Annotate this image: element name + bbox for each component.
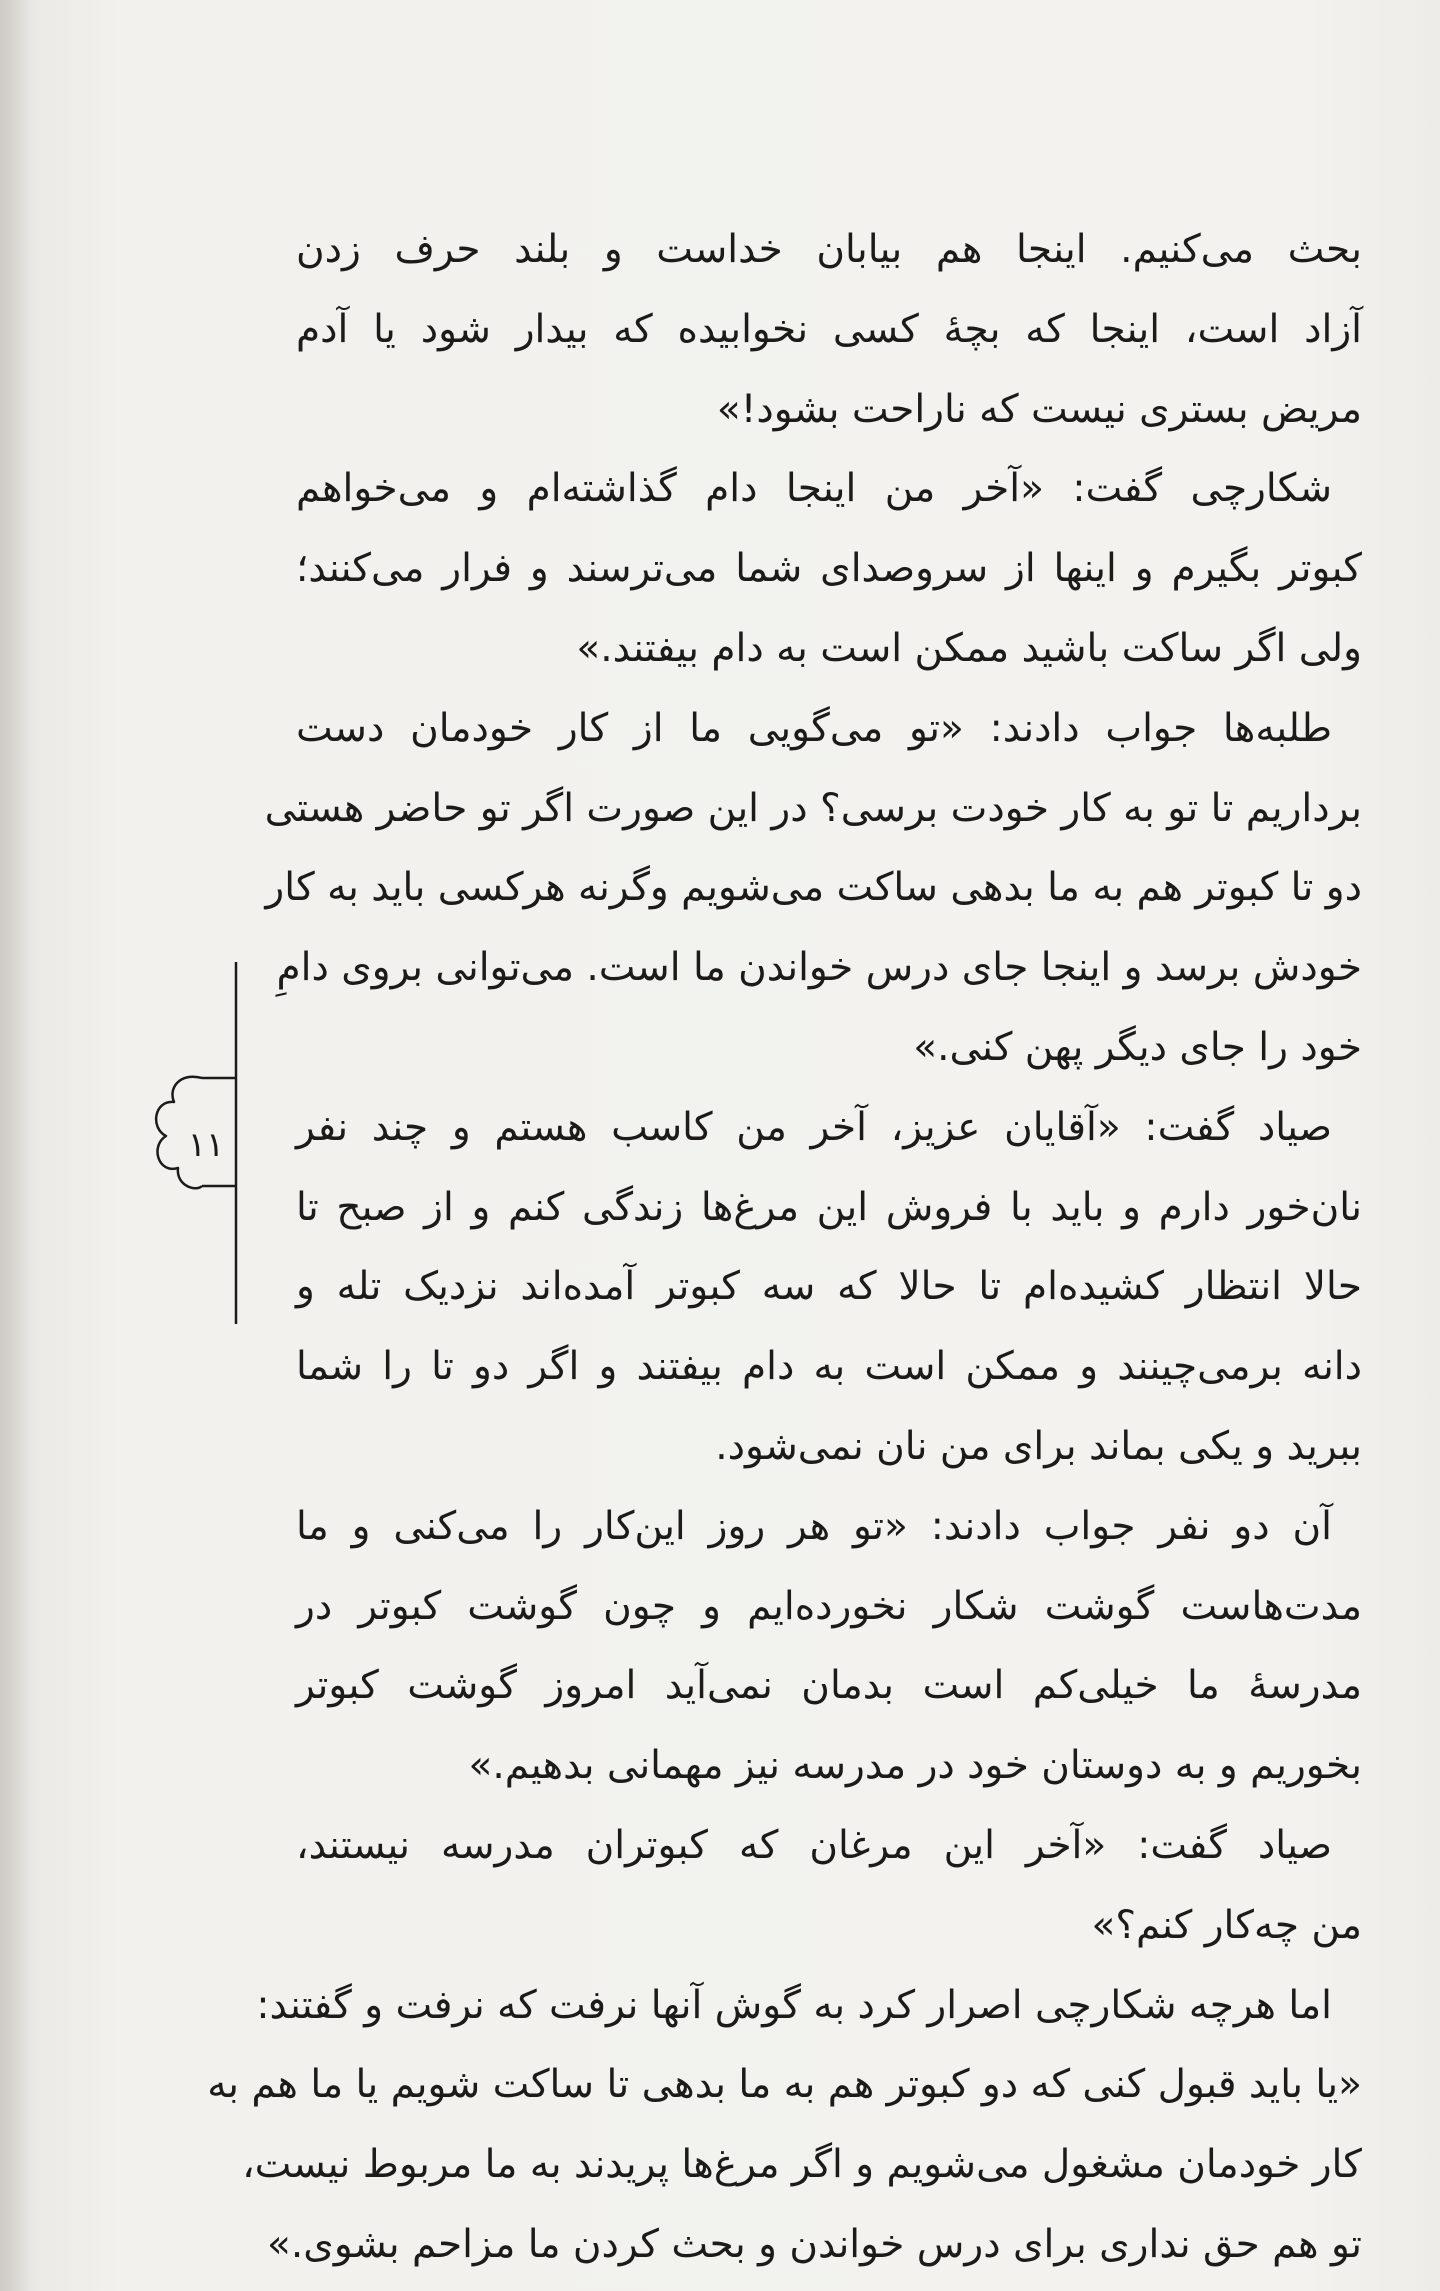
text-line: دانه برمی‌چینند و ممکن است به دام بیفتند و اگر دو تا را شما <box>296 1344 1362 1390</box>
text-line: کبوتر بگیرم و اینها از سروصدای شما می‌ترسند و فرار می‌کنند؛ <box>296 546 1362 592</box>
text-line: آزاد است، اینجا که بچهٔ کسی نخوابیده که بیدار شود یا آدم <box>296 306 1362 352</box>
text-line: صیاد گفت: «آخر این مرغان که کبوتران مدرسه نیستند، <box>296 1822 1332 1868</box>
text-line: کار خودمان مشغول می‌شویم و اگر مرغ‌ها پریدند به ما مربوط نیست، <box>242 2142 1362 2188</box>
text-line: آن دو نفر جواب دادند: «تو هر روز این‌کار را می‌کنی و ما <box>296 1503 1332 1549</box>
text-line: مریض بستری نیست که ناراحت بشود!» <box>716 386 1362 432</box>
text-line: صیاد گفت: «آقایان عزیز، آخر من کاسب هستم و چند نفر <box>296 1104 1332 1150</box>
text-line: تو هم حق نداری برای درس خواندن و بحث کردن ما مزاحم بشوی.» <box>267 2221 1362 2267</box>
text-line: ببرید و یکی بماند برای من نان نمی‌شود. <box>715 1423 1362 1469</box>
text-line: بحث می‌کنیم. اینجا هم بیابان خداست و بلند حرف زدن <box>296 227 1362 272</box>
text-line: برداریم تا تو به کار خودت برسی؟ در این صورت اگر تو حاضر هستی <box>264 785 1362 831</box>
text-line: خودش برسد و اینجا جای درس خواندن ما است. می‌توانی بروی دامِ <box>276 945 1362 991</box>
text-line: شکارچی گفت: «آخر من اینجا دام گذاشته‌ام و می‌خواهم <box>296 466 1332 512</box>
text-line: اما هرچه شکارچی اصرار کرد به گوش آنها نرفت که نرفت و گفتند: <box>256 1982 1332 2028</box>
text-line: «یا باید قبول کنی که دو کبوتر هم به ما بدهی تا ساکت شویم یا ما هم به <box>207 2062 1362 2108</box>
text-line: خود را جای دیگر پهن کنی.» <box>913 1024 1362 1070</box>
text-line: مدرسهٔ ما خیلی‌کم است بدمان نمی‌آید امروز گوشت کبوتر <box>296 1663 1362 1709</box>
text-line: نان‌خور دارم و باید با فروش این مرغ‌ها زندگی کنم و از صبح تا <box>296 1184 1362 1230</box>
text-line: دو تا کبوتر هم به ما بدهی ساکت می‌شویم وگرنه هرکسی باید به کار <box>265 865 1362 911</box>
page-gutter-shadow <box>0 0 30 2291</box>
page-number: ۱۱ <box>187 1125 225 1165</box>
body-text <box>207 210 1362 2285</box>
text-line: طلبه‌ها جواب دادند: «تو می‌گویی ما از کار خودمان دست <box>296 705 1332 751</box>
text-line: بخوریم و به دوستان خود در مدرسه نیز مهمانی بدهیم.» <box>468 1743 1362 1789</box>
text-line: ولی اگر ساکت باشید ممکن است به دام بیفتند.» <box>576 625 1362 671</box>
text-line: مدت‌هاست گوشت شکار نخورده‌ایم و چون گوشت کبوتر در <box>296 1583 1362 1629</box>
text-line: حالا انتظار کشیده‌ام تا حالا که سه کبوتر آمده‌اند نزدیک تله و <box>296 1264 1362 1310</box>
text-line: من چه‌کار کنم؟» <box>1091 1902 1362 1948</box>
